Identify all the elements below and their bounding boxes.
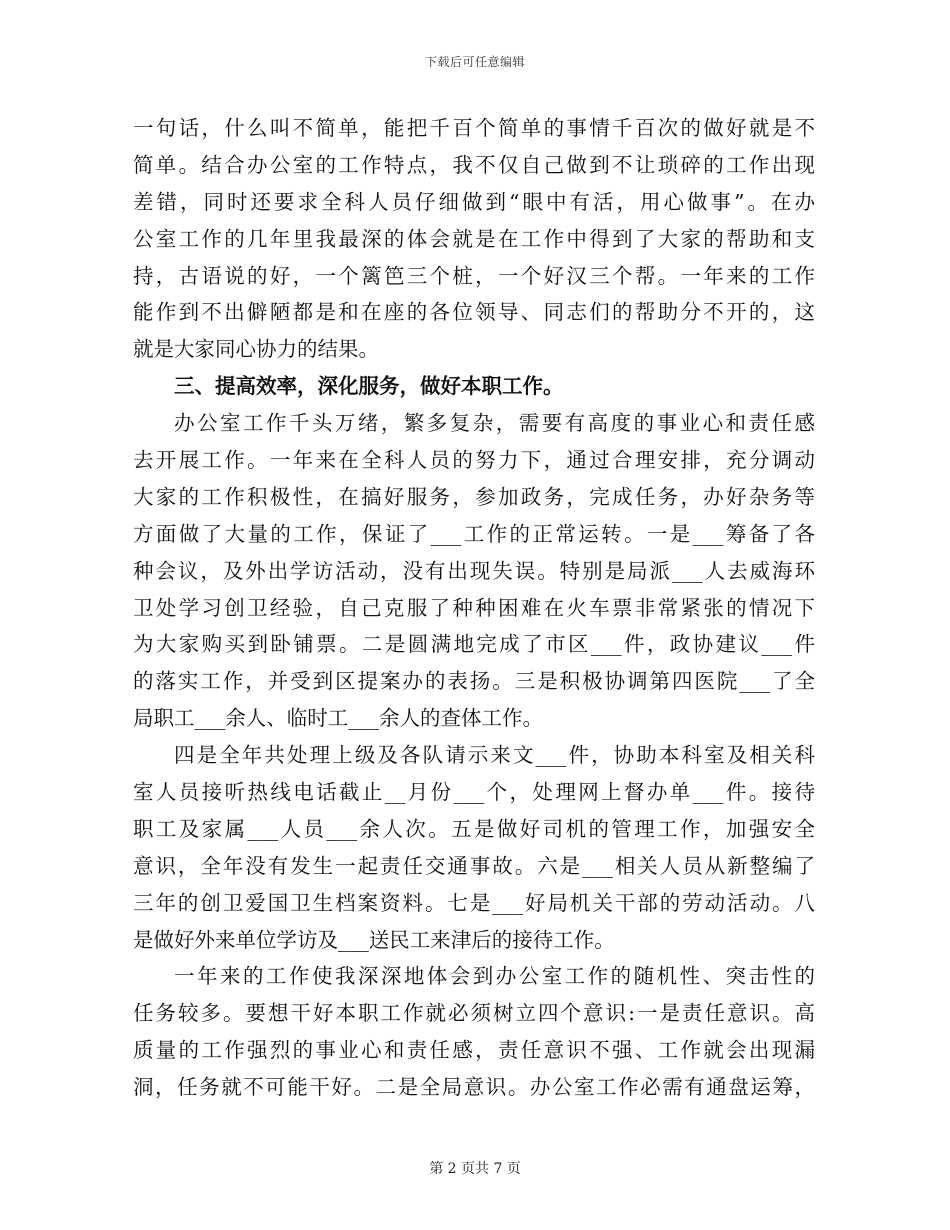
body-text-line: 办公室工作千头万绪，繁多复杂，需要有高度的事业心和责任感	[174, 411, 815, 436]
body-text-line: 为大家购买到卧铺票。二是圆满地完成了市区___件，政协建议___件	[133, 632, 815, 657]
body-text-line: 差错，同时还要求全科人员仔细做到“眼中有活，用心做事”。在办	[133, 189, 815, 214]
body-text-line: 是做好外来单位学访及___送民工来津后的接待工作。	[133, 927, 615, 952]
body-text-line: 任务较多。要想干好本职工作就必须树立四个意识:一是责任意识。高	[133, 1001, 815, 1026]
body-text-line: 去开展工作。一年来在全科人员的努力下，通过合理安排，充分调动	[133, 448, 815, 473]
body-text-line: 四是全年共处理上级及各队请示来文___件，协助本科室及相关科	[174, 743, 815, 768]
body-text-line: 种会议，及外出学访活动，没有出现失误。特别是局派___人去威海环	[133, 558, 815, 583]
page-header: 下载后可任意编辑	[424, 55, 525, 69]
body-text-line: 一年来的工作使我深深地体会到办公室工作的随机性、突击性的	[174, 964, 815, 989]
body-text-line: 意识，全年没有发生一起责任交通事故。六是___相关人员从新整编了	[133, 853, 815, 878]
section-heading: 三、提高效率，深化服务，做好本职工作。	[174, 374, 564, 399]
body-text-line: 职工及家属___人员___余人次。五是做好司机的管理工作，加强安全	[133, 816, 815, 841]
body-text-line: 三年的创卫爱国卫生档案资料。七是___好局机关干部的劳动活动。八	[133, 890, 815, 915]
body-text-line: 局职工___余人、临时工___余人的查体工作。	[133, 706, 543, 731]
body-text-line: 卫处学习创卫经验，自己克服了种种困难在火车票非常紧张的情况下	[133, 595, 815, 620]
body-text-line: 持，古语说的好，一个篱笆三个桩，一个好汉三个帮。一年来的工作	[133, 263, 815, 288]
body-text-line: 洞，任务就不可能干好。二是全局意识。办公室工作必需有通盘运筹，	[133, 1075, 815, 1100]
body-text-line: 能作到不出僻陋都是和在座的各位领导、同志们的帮助分不开的，这	[133, 300, 815, 325]
body-text-line: 一句话，什么叫不简单，能把千百个简单的事情千百次的做好就是不	[133, 116, 815, 140]
document-body	[133, 110, 815, 1106]
body-text-line: 室人员接听热线电话截止__月份___个，处理网上督办单___件。接待	[133, 780, 815, 805]
body-text-line: 方面做了大量的工作，保证了___工作的正常运转。一是___筹备了各	[133, 521, 815, 546]
body-text-line: 就是大家同心协力的结果。	[133, 337, 379, 362]
body-text-line: 的落实工作，并受到区提案办的表扬。三是积极协调第四医院___了全	[133, 669, 815, 694]
body-text-line: 质量的工作强烈的事业心和责任感，责任意识不强、工作就会出现漏	[133, 1038, 815, 1063]
page-footer: 第 2 页共 7 页	[429, 1161, 521, 1177]
body-text-line: 公室工作的几年里我最深的体会就是在工作中得到了大家的帮助和支	[133, 226, 815, 251]
body-text-line: 大家的工作积极性，在搞好服务，参加政务，完成任务，办好杂务等	[133, 484, 815, 509]
body-text-line: 简单。结合办公室的工作特点，我不仅自己做到不让琐碎的工作出现	[133, 152, 815, 177]
